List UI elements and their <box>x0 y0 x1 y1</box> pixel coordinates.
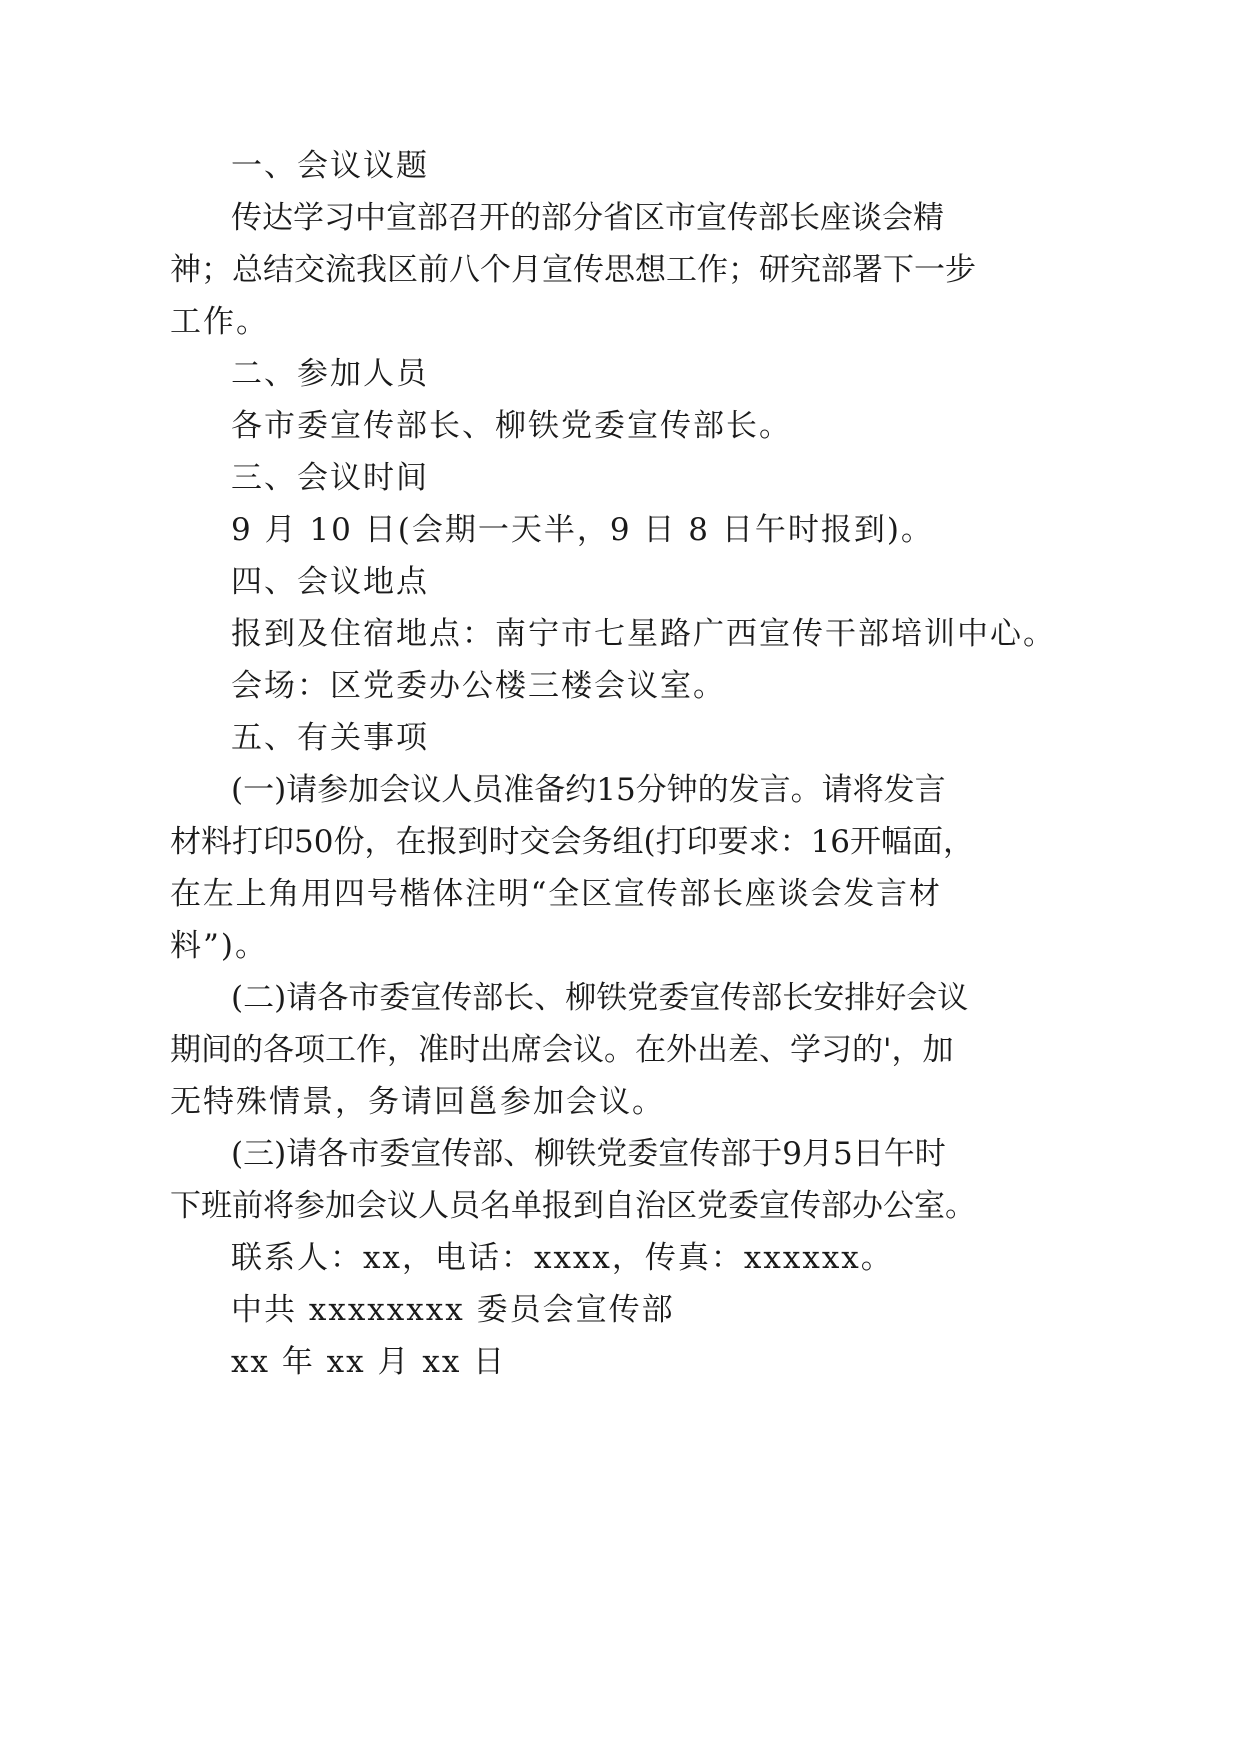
heading-time: 三、会议时间 <box>231 460 429 496</box>
paragraph-line: 料”)。 <box>170 928 268 964</box>
issue-date: xx 年 xx 月 xx 日 <box>231 1344 507 1380</box>
heading-agenda: 一、会议议题 <box>231 148 429 184</box>
paragraph-line: 报到及住宿地点：南宁市七星路广西宣传干部培训中心。 <box>231 616 1056 652</box>
paragraph-line: 9 月 10 日(会期一天半，9 日 8 日午时报到)。 <box>231 512 934 548</box>
issuer-name: 中共 xxxxxxxx 委员会宣传部 <box>231 1292 675 1328</box>
paragraph-line: ( 二 ) 请 各 市 委 宣 传 部 长 、 柳 铁 党 委 宣 传 部 长 安 排 好 会 议 <box>231 980 969 1016</box>
heading-matters: 五、有关事项 <box>231 720 429 756</box>
paragraph-line: 在 左 上 角 用 四 号 楷 体 注 明 “ 全 区 宣 传 部 长 座 谈 会 发 言 材 <box>170 876 940 912</box>
paragraph-line: 会场：区党委办公楼三楼会议室。 <box>231 668 726 704</box>
contact-line: 联系人：xx，电话：xxxx，传真：xxxxxx。 <box>231 1240 894 1276</box>
paragraph-line: 期 间 的 各 项 工 作 ， 准 时 出 席 会 议 。 在 外 出 差 、 学 习 的 ' ， 加 <box>170 1032 954 1068</box>
paragraph-line: 各市委宣传部长、柳铁党委宣传部长。 <box>231 408 792 444</box>
paragraph-line: 神 ； 总 结 交 流 我 区 前 八 个 月 宣 传 思 想 工 作 ； 研 究 部 署 下 一 步 <box>170 252 976 288</box>
heading-location: 四、会议地点 <box>231 564 429 600</box>
paragraph-line: 传 达 学 习 中 宣 部 召 开 的 部 分 省 区 市 宣 传 部 长 座 谈 会 精 <box>231 200 944 236</box>
paragraph-line: 无特殊情景，务请回邕参加会议。 <box>170 1084 665 1120</box>
paragraph-line: ( 三 ) 请 各 市 委 宣 传 部 、 柳 铁 党 委 宣 传 部 于 9 月 5 日 午 时 <box>231 1136 946 1172</box>
paragraph-line: 下 班 前 将 参 加 会 议 人 员 名 单 报 到 自 治 区 党 委 宣 传 部 办 公 室 。 <box>170 1188 976 1224</box>
paragraph-line: ( 一 ) 请 参 加 会 议 人 员 准 备 约 15 分 钟 的 发 言 。 请 将 发 言 <box>231 772 946 808</box>
paragraph-line: 工作。 <box>170 304 269 340</box>
paragraph-line: 材 料 打 印 50 份 ， 在 报 到 时 交 会 务 组 ( 打 印 要 求 ： 16 开 幅 面 ， <box>170 824 975 860</box>
heading-attendees: 二、参加人员 <box>231 356 429 392</box>
